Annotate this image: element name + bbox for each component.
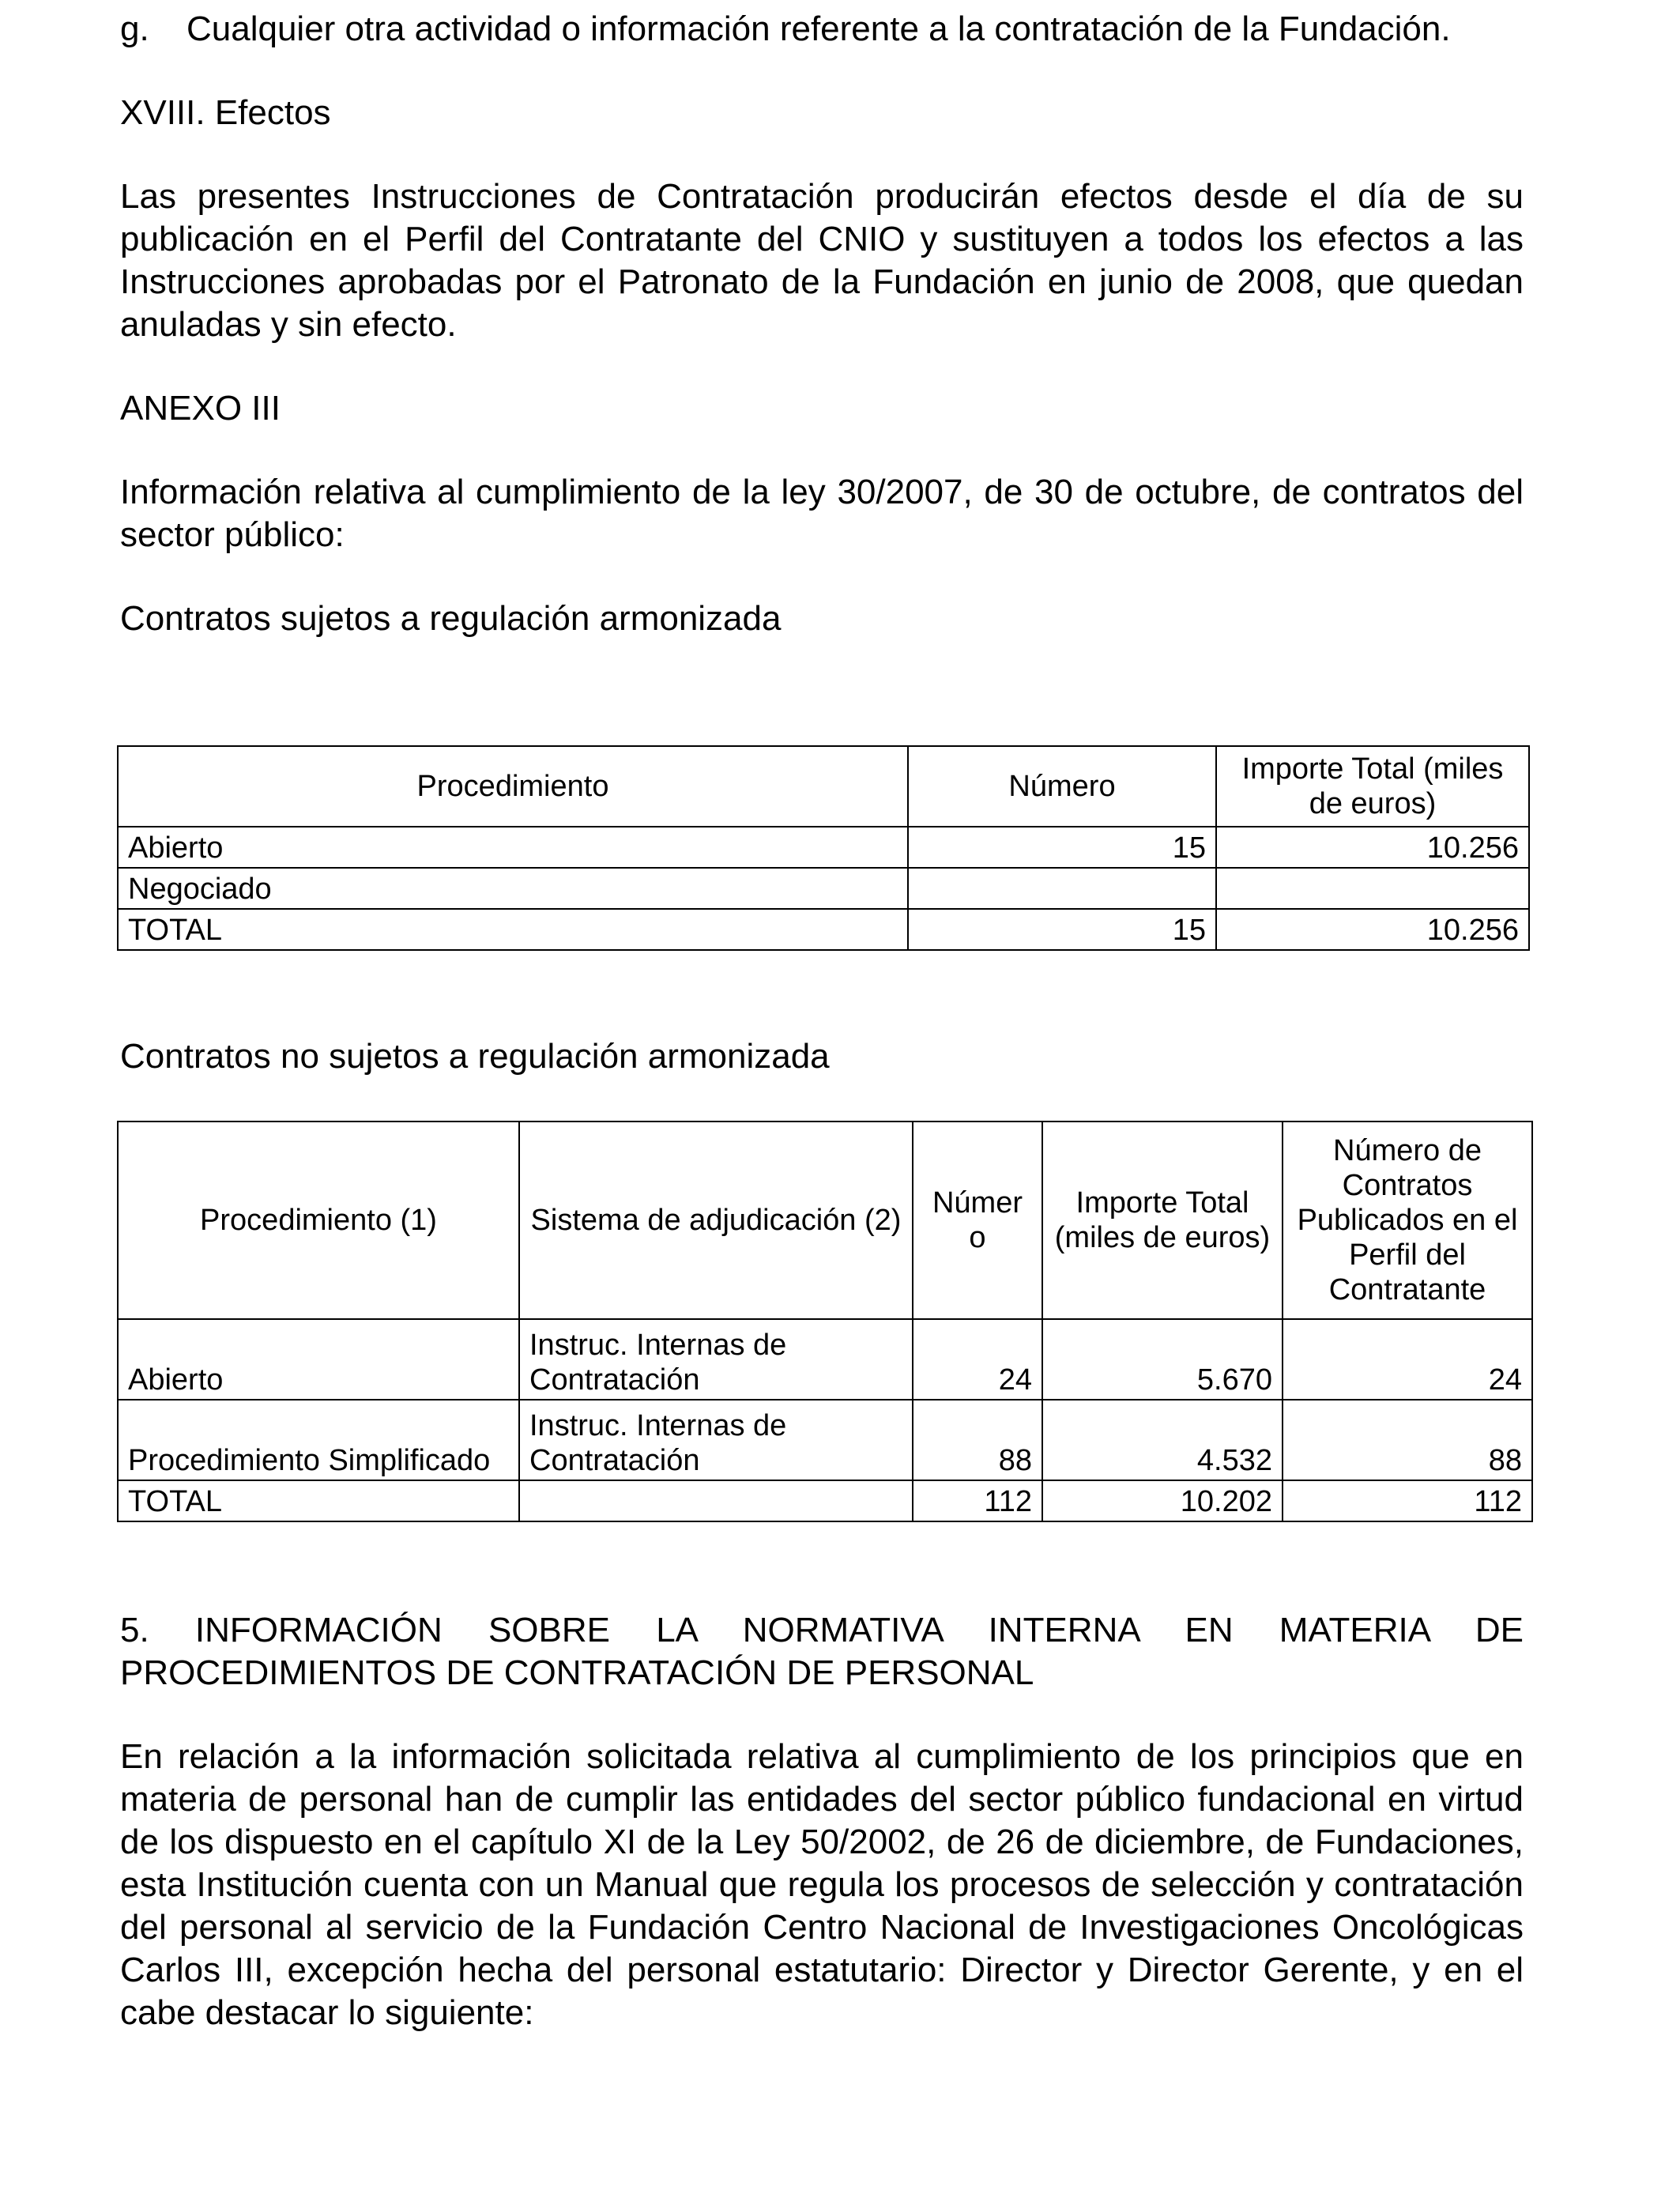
table-no-armonizada-title: Contratos no sujetos a regulación armonizada (120, 1037, 830, 1076)
cell-numero: 88 (913, 1400, 1042, 1480)
cell-importe: 10.202 (1042, 1480, 1283, 1521)
cell-procedimiento: TOTAL (118, 1480, 519, 1521)
header-importe: Importe Total (miles de euros) (1216, 746, 1529, 827)
section-5-paragraph: En relación a la información solicitada relativa al cumplimiento de los principios que en materia de personal han de cumplir las entidades del sector público fundacional en virtud de los dispuesto en el capítulo XI de la Ley 50/2002, de 26 de diciembre, de Fundaciones, esta Institución cuenta con un Manual que regula los procesos de selección y contratación del personal al servicio de la Fundación Centro Nacional de Investigaciones Oncológicas Carlos III, excepción hecha del personal estatutario: Director y Director Gerente, y en el cabe destacar lo siguiente: (120, 1737, 1524, 2032)
header-numero: Númer o (913, 1122, 1042, 1319)
header-numero: Número (908, 746, 1216, 827)
cell-importe: 4.532 (1042, 1400, 1283, 1480)
table-row (118, 1400, 1532, 1480)
document-body (120, 8, 1524, 640)
table-row (118, 1319, 1532, 1400)
table-header-row (118, 1122, 1532, 1319)
list-item-text: Cualquier otra actividad o información referente a la contratación de la Fundación. (186, 9, 1451, 48)
paragraph-efectos: Las presentes Instrucciones de Contratación producirán efectos desde el día de su publicación en el Perfil del Contratante del CNIO y sustituyen a todos los efectos a las Instrucciones aprobadas por el Patronato de la Fundación en junio de 2008, que quedan anuladas y sin efecto. (120, 177, 1524, 344)
table-row-total (118, 1480, 1532, 1521)
header-procedimiento: Procedimiento (1) (118, 1122, 519, 1319)
cell-procedimiento: Abierto (118, 1319, 519, 1400)
anexo-heading: ANEXO III (120, 389, 281, 428)
cell-importe: 10.256 (1216, 909, 1529, 950)
table-row (118, 827, 1529, 868)
header-importe: Importe Total (miles de euros) (1042, 1122, 1283, 1319)
cell-sistema: Instruc. Internas de Contratación (519, 1319, 913, 1400)
cell-sistema (519, 1480, 913, 1521)
cell-procedimiento: Procedimiento Simplificado (118, 1400, 519, 1480)
table-row-total (118, 909, 1529, 950)
cell-publicados: 112 (1283, 1480, 1532, 1521)
anexo-intro: Información relativa al cumplimiento de la ley 30/2007, de 30 de octubre, de contratos del sector público: (120, 473, 1524, 554)
cell-procedimiento: Abierto (118, 827, 908, 868)
cell-importe: 10.256 (1216, 827, 1529, 868)
table-header-row (118, 746, 1529, 827)
section-5-heading: 5. INFORMACIÓN SOBRE LA NORMATIVA INTERNA EN MATERIA DE PROCEDIMIENTOS DE CONTRATACIÓN DE PERSONAL (120, 1611, 1524, 1692)
section-5-block (120, 1609, 1524, 2034)
header-sistema-adjudicacion: Sistema de adjudicación (2) (519, 1122, 913, 1319)
table-no-armonizada-title-block (120, 1035, 1524, 1078)
table-row (118, 868, 1529, 909)
table-armonizada-title: Contratos sujetos a regulación armonizada (120, 599, 782, 638)
cell-importe (1216, 868, 1529, 909)
list-marker: g. (120, 9, 149, 48)
cell-sistema: Instruc. Internas de Contratación (519, 1400, 913, 1480)
list-item-g (120, 8, 1524, 51)
cell-numero: 112 (913, 1480, 1042, 1521)
cell-procedimiento: TOTAL (118, 909, 908, 950)
cell-numero: 15 (908, 909, 1216, 950)
section-heading-xviii: XVIII. Efectos (120, 93, 331, 132)
cell-numero (908, 868, 1216, 909)
cell-procedimiento: Negociado (118, 868, 908, 909)
table-armonizada (117, 745, 1530, 951)
cell-publicados: 24 (1283, 1319, 1532, 1400)
cell-publicados: 88 (1283, 1400, 1532, 1480)
table-no-armonizada (117, 1121, 1533, 1522)
cell-numero: 15 (908, 827, 1216, 868)
header-procedimiento: Procedimiento (118, 746, 908, 827)
header-contratos-publicados: Número de Contratos Publicados en el Perfil del Contratante (1283, 1122, 1532, 1319)
cell-importe: 5.670 (1042, 1319, 1283, 1400)
cell-numero: 24 (913, 1319, 1042, 1400)
